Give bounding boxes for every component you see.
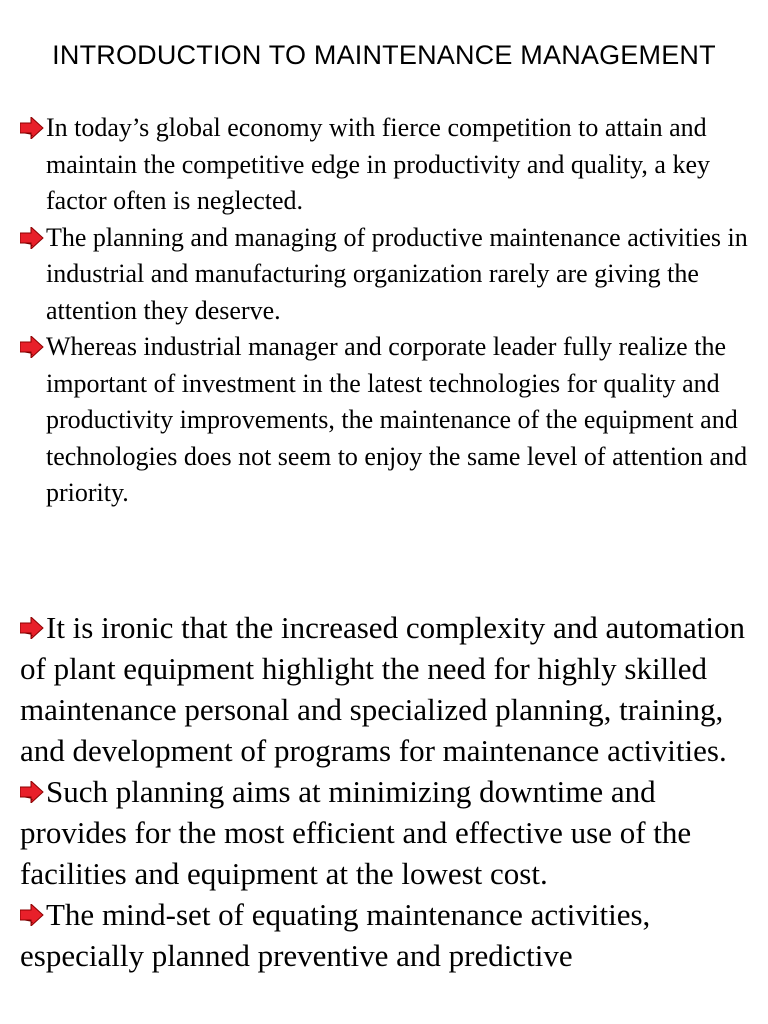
bullet-text: In today’s global economy with fierce competition to attain and maintain the competitive edge in productivity and quality, a key factor often is neglected. xyxy=(46,113,711,215)
bullet-text: The mind-set of equating maintenance activities, especially planned preventive and predictive xyxy=(20,897,651,973)
red-arrow-icon xyxy=(20,336,44,358)
red-arrow-icon xyxy=(20,781,44,803)
bullet-item xyxy=(20,607,765,771)
page-title: INTRODUCTION TO MAINTENANCE MANAGEMENT xyxy=(52,40,716,70)
red-arrow-icon xyxy=(20,617,44,639)
bullet-item xyxy=(20,329,765,512)
bullet-item xyxy=(20,771,765,894)
red-arrow-icon xyxy=(20,227,44,249)
bullet-text: The planning and managing of productive maintenance activities in industrial and manufacturing organization rarely are giving the attention they deserve. xyxy=(46,222,748,325)
bullet-item xyxy=(20,110,765,220)
bullet-item xyxy=(20,894,765,976)
bullet-text: Such planning aims at minimizing downtime and provides for the most efficient and effective use of the facilities and equipment at the lowest cost. xyxy=(20,774,692,891)
red-arrow-icon xyxy=(20,117,44,139)
bullet-text: Whereas industrial manager and corporate leader fully realize the important of investment in the latest technologies for quality and productivity improvements, the maintenance of the equipment and technologies does not seem to enjoy the same level of attention and priority. xyxy=(46,332,748,507)
bullet-item xyxy=(20,220,765,330)
bullet-list-intro xyxy=(20,110,765,512)
red-arrow-icon xyxy=(20,904,44,926)
bullet-text: It is ironic that the increased complexity and automation of plant equipment highlight the need for highly skilled maintenance personal and specialized planning, training, and development of programs for maintenance activities. xyxy=(20,610,746,768)
bullet-list-continued xyxy=(20,607,765,976)
